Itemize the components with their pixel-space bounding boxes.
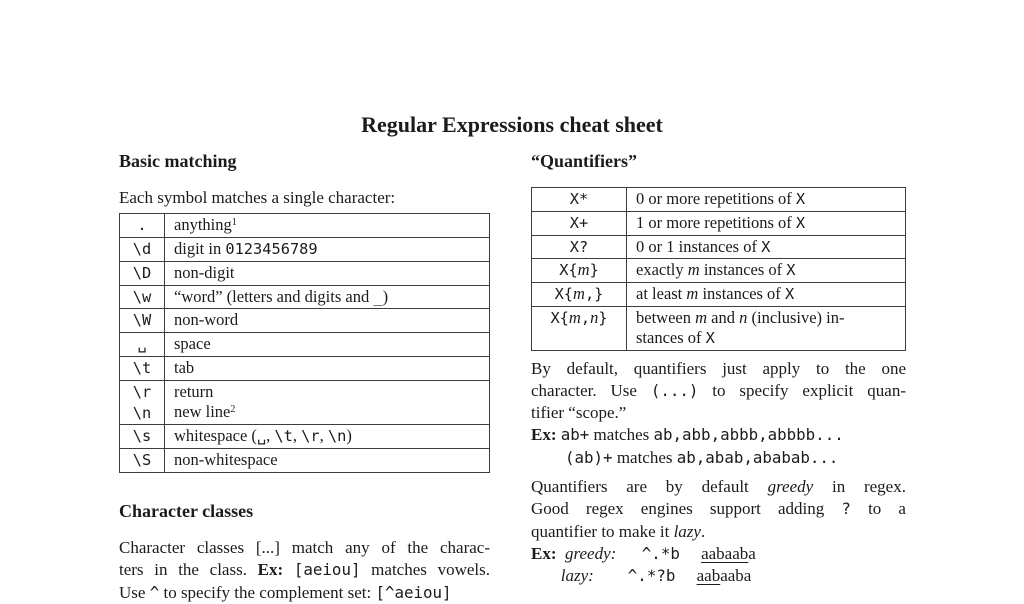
symbol-cell <box>120 309 165 333</box>
text-segment: ,} <box>584 285 604 304</box>
text-segment: X{ <box>559 261 578 280</box>
symbol-cell <box>532 259 627 283</box>
text-segment: between <box>636 307 696 327</box>
text-segment: 0123456789 <box>225 240 318 259</box>
text-segment: \d <box>132 240 152 259</box>
symbol-cell <box>120 285 165 309</box>
description-cell <box>165 214 490 238</box>
text-segment: \r <box>301 427 320 446</box>
text-segment: 2 <box>230 403 236 415</box>
text-segment: \t <box>132 359 152 378</box>
text-segment: ters in the class. <box>119 560 258 580</box>
description-cell <box>165 380 490 425</box>
text-segment: whitespace ( <box>174 426 257 446</box>
text-segment: 0 or more repetitions of <box>636 189 796 208</box>
quantifiers-heading: “Quantifiers” <box>531 151 637 171</box>
text-segment: n <box>590 307 599 327</box>
text-segment: \t <box>274 427 293 446</box>
text-segment: greedy <box>767 477 814 497</box>
text-segment: m <box>577 260 590 280</box>
text-line <box>531 402 906 424</box>
text-segment: new line <box>174 401 231 421</box>
description-cell <box>627 306 906 350</box>
symbol-cell <box>532 306 627 350</box>
text-segment: , <box>266 426 275 446</box>
text-segment: \s <box>132 427 152 446</box>
text-segment: in regex. <box>813 477 906 497</box>
text-segment: ab+ <box>560 425 590 445</box>
symbol-cell <box>532 235 627 259</box>
text-segment: m <box>695 307 708 327</box>
character-classes-heading: Character classes <box>119 501 254 522</box>
text-segment: greedy: <box>565 543 617 563</box>
table-row <box>120 425 490 449</box>
symbol-cell <box>120 449 165 473</box>
symbol-cell <box>120 261 165 285</box>
description-cell <box>627 211 906 235</box>
text-segment: aab <box>696 566 721 586</box>
text-segment: ? <box>841 499 851 519</box>
table-row <box>532 188 906 212</box>
text-segment <box>531 448 565 467</box>
text-segment <box>531 566 561 585</box>
table-row <box>120 309 490 333</box>
text-segment: anything <box>174 215 232 235</box>
text-segment <box>594 566 628 585</box>
text-segment: tab <box>174 358 195 378</box>
text-segment: exactly <box>636 260 688 280</box>
description-cell <box>165 425 490 449</box>
text-segment: m <box>686 284 699 304</box>
text-segment: to specify explicit quan- <box>698 380 906 400</box>
table-row <box>532 306 906 350</box>
description-cell <box>627 188 906 212</box>
text-segment: (inclusive) in- <box>747 307 845 327</box>
text-segment: stances of <box>636 327 706 347</box>
table-row <box>532 235 906 259</box>
text-segment: 1 <box>231 217 237 229</box>
text-segment: . <box>137 216 147 235</box>
symbol-cell <box>532 283 627 307</box>
quantifiers-table <box>531 187 906 351</box>
symbol-cell <box>120 238 165 262</box>
text-segment: \W <box>132 311 152 330</box>
description-cell <box>165 261 490 285</box>
text-segment: X <box>786 261 796 280</box>
table-row <box>120 357 490 381</box>
text-segment: By default, quantifiers just apply to the one <box>531 358 906 378</box>
text-segment: character. Use <box>531 380 651 400</box>
text-segment: ␣ <box>137 335 147 354</box>
greedy-lazy-paragraph <box>531 476 906 587</box>
text-segment: return <box>174 381 214 401</box>
symbol-cell <box>120 357 165 381</box>
right-column <box>531 150 906 588</box>
text-segment: matches <box>589 425 654 445</box>
text-segment: non-whitespace <box>174 450 278 470</box>
text-segment: matches vowels. <box>360 560 490 580</box>
text-segment: X <box>795 190 806 208</box>
text-segment: at least <box>636 284 687 304</box>
text-segment: X{ <box>550 308 569 327</box>
text-segment: ) <box>346 426 352 446</box>
text-segment: ^.*?b <box>627 566 676 586</box>
text-segment: m <box>687 260 700 280</box>
table-row <box>532 283 906 307</box>
description-cell <box>165 357 490 381</box>
text-segment: . <box>700 521 706 541</box>
text-segment: instances of <box>699 260 787 280</box>
table-row <box>120 449 490 473</box>
text-segment: Ex: <box>531 543 557 563</box>
text-segment: lazy <box>673 521 701 541</box>
text-segment: to specify the complement set: <box>159 582 376 602</box>
text-segment: X+ <box>569 213 589 232</box>
text-segment: Ex: <box>257 560 294 580</box>
text-line <box>531 565 906 587</box>
text-segment: X* <box>569 190 589 208</box>
text-segment: space <box>174 334 211 354</box>
text-segment: Quantifiers are by default <box>531 477 768 497</box>
basic-matching-heading: Basic matching <box>119 151 237 171</box>
description-cell <box>165 238 490 262</box>
text-segment: X <box>705 328 715 347</box>
text-segment: Use <box>119 582 150 602</box>
text-segment: aaba <box>720 566 752 586</box>
quantifier-scope-paragraph <box>531 358 906 469</box>
text-line <box>531 498 906 520</box>
text-segment: } <box>589 261 599 280</box>
description-cell <box>165 309 490 333</box>
text-segment <box>680 544 701 563</box>
text-segment: \n <box>132 403 152 422</box>
description-cell <box>627 235 906 259</box>
text-segment: , <box>580 308 591 327</box>
description-cell <box>165 285 490 309</box>
text-segment: Ex: <box>531 425 561 445</box>
text-segment: (ab)+ <box>565 447 613 467</box>
table-row <box>120 285 490 309</box>
text-segment: aabaab <box>701 543 749 563</box>
text-segment: n <box>739 307 748 327</box>
text-segment: m <box>568 307 581 327</box>
text-segment: \S <box>132 451 152 470</box>
symbol-cell <box>120 380 165 425</box>
text-segment: m <box>573 284 585 304</box>
text-segment: \n <box>327 427 347 446</box>
table-row <box>532 211 906 235</box>
text-segment: lazy: <box>560 566 594 586</box>
text-segment: , <box>292 426 302 446</box>
text-line <box>119 537 490 559</box>
text-segment: a <box>748 543 756 563</box>
description-cell <box>627 259 906 283</box>
text-segment: _ <box>373 287 383 306</box>
text-line <box>119 559 490 581</box>
text-line <box>531 521 906 543</box>
text-segment: } <box>598 308 608 327</box>
table-row <box>120 380 490 425</box>
text-segment: non-digit <box>174 262 235 282</box>
description-cell <box>165 333 490 357</box>
text-segment: quantifier to make it <box>531 521 674 541</box>
text-segment: digit in <box>174 239 226 259</box>
symbol-cell <box>120 214 165 238</box>
table-row <box>532 259 906 283</box>
description-cell <box>165 449 490 473</box>
table-row <box>120 238 490 262</box>
text-segment: Character classes [...] match any of the charac- <box>119 538 490 558</box>
text-segment: non-word <box>174 310 239 330</box>
text-segment: X <box>795 213 806 232</box>
text-segment: Good regex engines support adding <box>531 499 842 519</box>
text-segment: ab,abab,ababab... <box>676 447 839 467</box>
text-line <box>531 543 906 565</box>
text-segment: \w <box>132 287 152 306</box>
text-segment: (...) <box>650 380 699 400</box>
symbol-cell <box>120 425 165 449</box>
text-line <box>531 447 906 469</box>
text-segment <box>616 544 642 563</box>
text-line <box>531 424 906 446</box>
text-segment: X <box>784 285 795 304</box>
description-cell <box>627 283 906 307</box>
symbol-cell <box>532 188 627 212</box>
page-title: Regular Expressions cheat sheet <box>361 112 663 137</box>
text-segment: ␣ <box>256 427 267 446</box>
text-segment: tifier “scope.” <box>531 403 627 423</box>
basic-matching-table-body <box>120 214 490 473</box>
character-classes-paragraph <box>119 537 490 604</box>
text-segment <box>675 566 696 585</box>
text-segment: and <box>707 307 740 327</box>
text-segment: X{ <box>554 285 574 304</box>
table-row <box>120 214 490 238</box>
text-segment: , <box>319 426 328 446</box>
quantifiers-table-body <box>532 188 906 351</box>
text-segment: ^.*b <box>641 543 680 563</box>
text-segment: to a <box>850 499 906 519</box>
text-segment: instances of <box>698 284 785 304</box>
text-line <box>531 476 906 498</box>
text-segment <box>557 544 566 563</box>
symbol-cell <box>532 211 627 235</box>
text-segment: ^ <box>149 582 160 602</box>
text-line <box>531 358 906 380</box>
symbol-cell <box>120 333 165 357</box>
text-segment: “word” (letters and digits and <box>174 286 374 306</box>
text-segment: ab,abb,abbb,abbbb... <box>653 425 844 445</box>
text-segment: 0 or 1 instances of <box>636 236 762 256</box>
text-segment: \D <box>132 263 152 282</box>
basic-matching-intro: Each symbol matches a single character: <box>119 188 396 207</box>
left-column <box>119 150 490 604</box>
basic-matching-table <box>119 213 490 473</box>
text-segment: 1 or more repetitions of <box>636 212 796 232</box>
text-segment: X <box>761 237 771 256</box>
table-row <box>120 333 490 357</box>
text-segment: X? <box>569 237 589 256</box>
table-row <box>120 261 490 285</box>
text-line <box>531 380 906 402</box>
text-segment: [^aeiou] <box>375 582 452 602</box>
text-segment: matches <box>612 447 677 467</box>
text-segment: [aeiou] <box>293 560 361 580</box>
text-segment: \r <box>132 382 152 401</box>
text-segment: ) <box>382 286 389 306</box>
